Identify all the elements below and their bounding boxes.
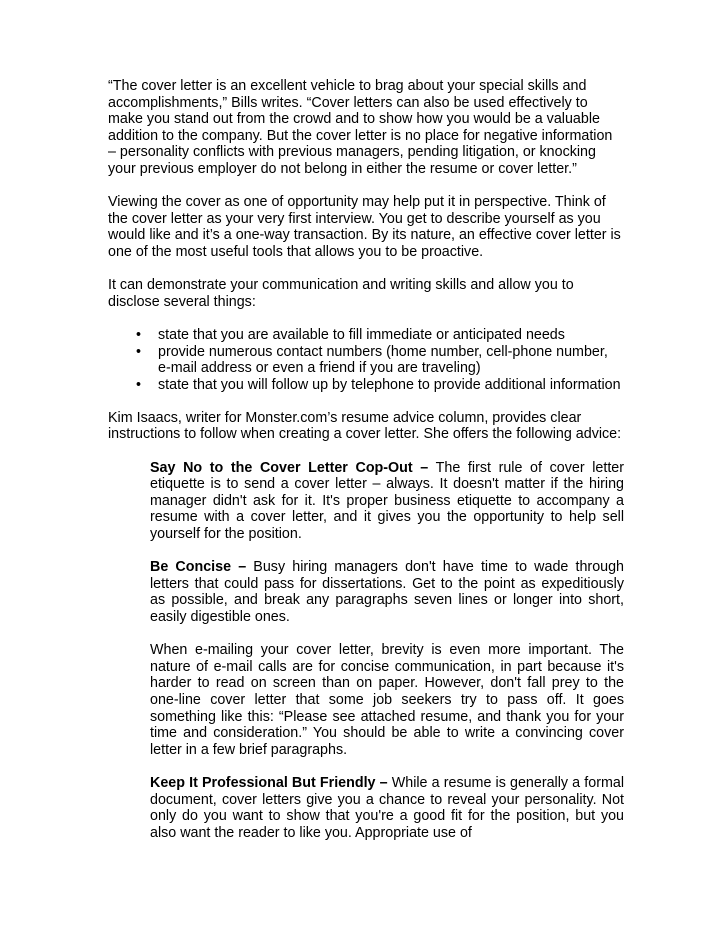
advice-heading: Be Concise – xyxy=(150,559,247,576)
paragraph-isaacs-intro: Kim Isaacs, writer for Monster.com’s resume advice column, provides clear instructions to follow when creating a cover letter. She offers the following advice: xyxy=(108,409,622,443)
list-item xyxy=(108,377,624,394)
bullet-glyph: • xyxy=(136,343,142,360)
paragraph-opportunity: Viewing the cover as one of opportunity may help put it in perspective. Think of the cover letter as your very first interview. You get to describe yourself as you would like and it’s a one-way transaction. By its nature, an effective cover letter is one of the most useful tools that allows you to be proactive. xyxy=(108,194,621,260)
advice-item-email xyxy=(150,642,624,758)
advice-item-concise xyxy=(150,559,624,625)
list-item-text: provide numerous contact numbers (home number, cell-phone number, e-mail address or even a friend if you are traveling) xyxy=(158,343,608,377)
paragraph-bills-quote: “The cover letter is an excellent vehicle to brag about your special skills and accomplishments,” Bills writes. “Cover letters can also be used effectively to make you stand out from the crowd and to show how you would be a valuable addition to the company. But the cover letter is no place for negative information – personality conflicts with previous managers, pending litigation, or knocking your previous employer do not belong in either the resume or cover letter.” xyxy=(108,78,613,177)
bullet-list xyxy=(108,327,624,393)
advice-text: When e-mailing your cover letter, brevity is even more important. The nature of e-mail calls are for concise communication, in part because it's harder to read on screen than on paper. However, don't fall prey to the one-line cover letter that some job seekers try to pass off. It goes something like this: “Please see attached resume, and thank you for your time and consideration.” You should be able to write a convincing cover letter in a few brief paragraphs. xyxy=(150,642,624,758)
advice-item-professional xyxy=(150,775,624,841)
advice-section xyxy=(150,460,624,842)
bullet-glyph: • xyxy=(136,376,142,393)
advice-text: The first rule of cover letter etiquette is to send a cover letter – always. It doesn't matter if the hiring manager didn't ask for it. It's proper business etiquette to accompany a resume with a cover letter, and it gives you the opportunity to help sell yourself for the position. xyxy=(150,459,625,543)
advice-heading: Say No to the Cover Letter Cop-Out – xyxy=(150,459,429,476)
paragraph-demonstrate: It can demonstrate your communication and writing skills and allow you to disclose several things: xyxy=(108,277,574,310)
list-item xyxy=(108,344,624,377)
bullet-glyph: • xyxy=(136,326,142,343)
list-item-text: state that you will follow up by telephone to provide additional information xyxy=(158,376,621,393)
advice-text: Busy hiring managers don't have time to wade through letters that could pass for dissertations. Get to the point as expeditiously as possible, and break any paragraphs seven lines or longer into short, easily digestible ones. xyxy=(150,559,625,625)
list-item xyxy=(108,327,624,344)
list-item-text: state that you are available to fill immediate or anticipated needs xyxy=(158,326,565,343)
document-body xyxy=(108,78,624,858)
advice-heading: Keep It Professional But Friendly – xyxy=(150,774,388,791)
advice-item-cop-out xyxy=(150,460,624,543)
advice-text: While a resume is generally a formal document, cover letters give you a chance to reveal your personality. Not only do you want to show that you're a good fit for the position, but you also want the reader to like you. Appropriate use of xyxy=(150,774,624,841)
